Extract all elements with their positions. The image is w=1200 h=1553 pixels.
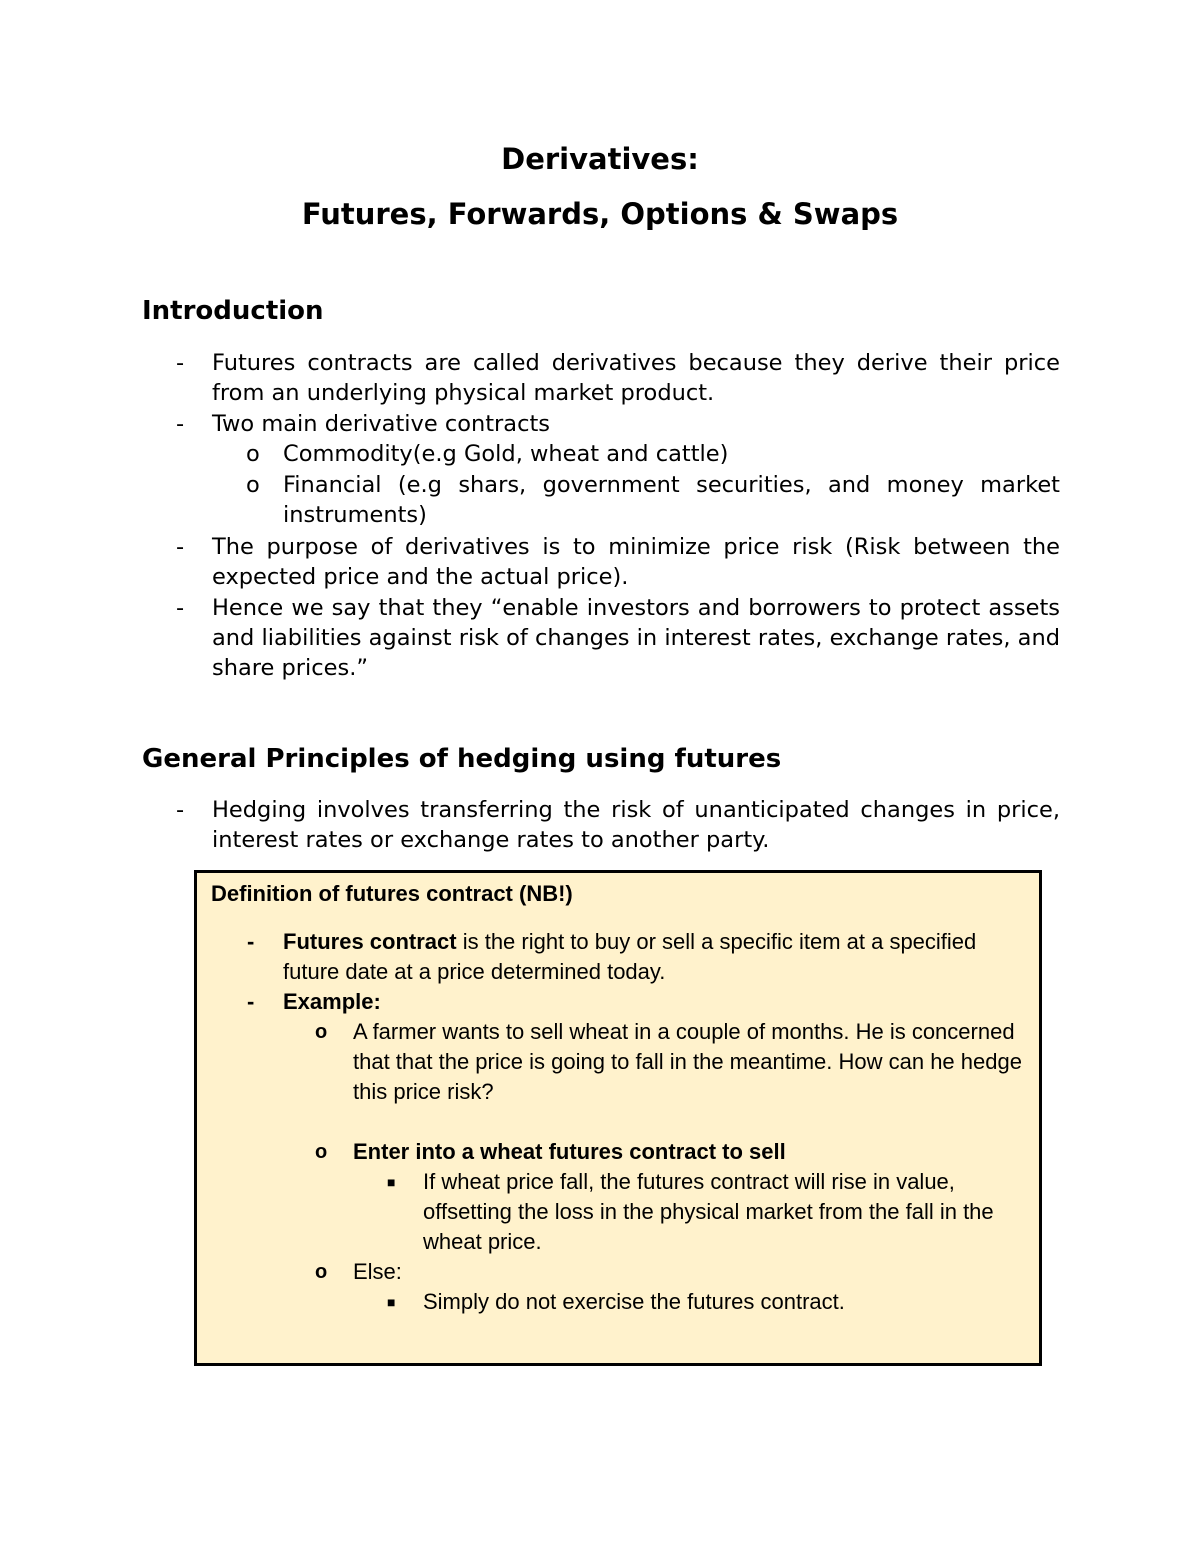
document-subtitle: Futures, Forwards, Options & Swaps <box>301 197 899 231</box>
introduction-heading: Introduction <box>142 296 324 326</box>
bullet-dash: - <box>247 989 255 1014</box>
example-label: Example: <box>283 989 381 1014</box>
hedging-heading: General Principles of hedging using futures <box>142 744 782 774</box>
bullet-dash: - <box>247 929 255 954</box>
bullet-square: ■ <box>387 1174 396 1190</box>
intro-item-1: Futures contracts are called derivatives because they derive their price from an underlying physical market product. <box>212 350 1060 406</box>
intro-subitem-2: Financial (e.g shars, government securities, and money market instruments) <box>283 472 1060 528</box>
definition-body: is the right to buy or sell a specific item at a specified future date at a price determined today. <box>283 929 977 984</box>
intro-subitem-1: Commodity(e.g Gold, wheat and cattle) <box>283 441 729 467</box>
bullet-circle: o <box>246 441 260 467</box>
bullet-circle: o <box>315 1021 328 1043</box>
bullet-square: ■ <box>387 1294 396 1310</box>
bullet-dash: - <box>176 797 185 823</box>
bullet-circle: o <box>315 1141 328 1163</box>
intro-item-3: The purpose of derivatives is to minimize price risk (Risk between the expected price and the actual price). <box>212 534 1060 590</box>
definition-box <box>194 870 1042 1366</box>
example-answer: Enter into a wheat futures contract to sell <box>353 1139 786 1164</box>
bullet-dash: - <box>176 595 185 621</box>
bullet-dash: - <box>176 534 185 560</box>
answer-detail: If wheat price fall, the futures contract will rise in value, offsetting the loss in the physical market from the fall in the wheat price. <box>423 1169 994 1254</box>
bullet-dash: - <box>176 411 185 437</box>
definition-text <box>283 927 1033 987</box>
intro-item-2: Two main derivative contracts <box>212 411 550 437</box>
bullet-circle: o <box>315 1261 328 1283</box>
intro-item-4: Hence we say that they “enable investors and borrowers to protect assets and liabilities against risk of changes in interest rates, exchange rates, and share prices.” <box>212 595 1060 681</box>
document-title: Derivatives: <box>501 142 699 176</box>
hedging-item-1: Hedging involves transferring the risk of unanticipated changes in price, interest rates or exchange rates to another party. <box>212 797 1060 853</box>
else-label: Else: <box>353 1259 402 1284</box>
example-text: A farmer wants to sell wheat in a couple of months. He is concerned that that the price is going to fall in the meantime. How can he hedge this price risk? <box>353 1019 1022 1104</box>
definition-term: Futures contract <box>283 929 457 954</box>
definition-box-title: Definition of futures contract (NB!) <box>211 881 573 906</box>
bullet-dash: - <box>176 350 185 376</box>
bullet-circle: o <box>246 472 260 498</box>
else-detail: Simply do not exercise the futures contract. <box>423 1289 845 1314</box>
